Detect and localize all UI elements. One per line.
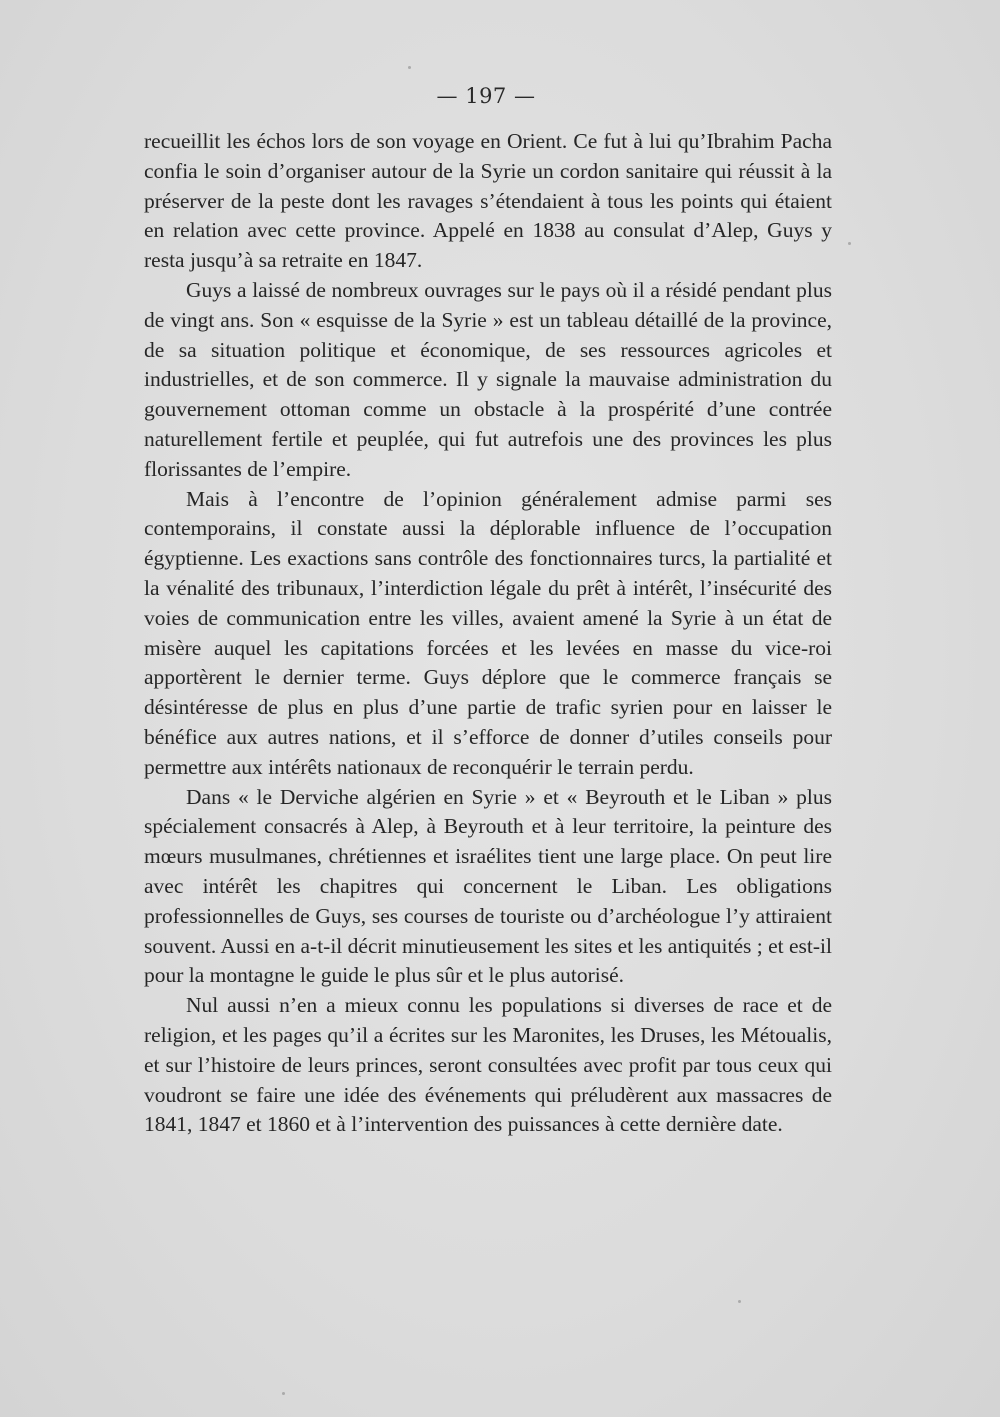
paper-speck — [738, 1300, 741, 1303]
paper-speck — [408, 66, 411, 69]
paragraph-2: Guys a laissé de nombreux ouvrages sur le pays où il a résidé pendant plus de vingt ans. Son « esquisse de la Syrie » est un tableau détaillé de la province, de sa situation politique et économique, de ses ressources agricoles et industrielles, et de son commerce. Il y signale la mauvaise administration du gouvernement ottoman comme un obstacle à la prospérité d’une contrée naturellement fertile et peuplée, qui fut autrefois une des provinces les plus florissantes de l’empire. — [144, 277, 832, 481]
paper-speck — [848, 242, 851, 245]
paragraph-4: Dans « le Derviche algérien en Syrie » et « Beyrouth et le Liban » plus spécialement consacrés à Alep, à Beyrouth et à leur territoire, la peinture des mœurs musulmanes, chrétiennes et israélites tient une large place. On peut lire avec intérêt les chapitres qui concernent le Liban. Les obligations professionnelles de Guys, ses courses de touriste ou d’archéologue l’y attiraient souvent. Aussi en a-t-il décrit minutieusement les sites et les antiquités ; et est-il pour la montagne le guide le plus sûr et le plus autorisé. — [144, 784, 832, 988]
page-number: — 197 — — [436, 84, 536, 108]
body-text — [144, 127, 832, 1140]
paragraph-5: Nul aussi n’en a mieux connu les populations si diverses de race et de religion, et les pages qu’il a écrites sur les Maronites, les Druses, les Métoualis, et sur l’histoire de leurs princes, seront consultées avec profit par tous ceux qui voudront se faire une idée des événements qui préludèrent aux massacres de 1841, 1847 et 1860 et à l’intervention des puissances à cette dernière date. — [144, 993, 832, 1137]
paper-speck — [282, 1392, 285, 1395]
paragraph-3: Mais à l’encontre de l’opinion généralement admise parmi ses contemporains, il constate aussi la déplorable influence de l’occupation égyptienne. Les exactions sans contrôle des fonctionnaires turcs, la partialité et la vénalité des tribunaux, l’interdiction légale du prêt à intérêt, l’insécurité des voies de communication entre les villes, avaient amené la Syrie à un état de misère auquel les capitations forcées et les levées en masse du vice-roi apportèrent le dernier terme. Guys déplore que le commerce français se désintéresse de plus en plus d’une partie de trafic syrien pour en laisser le bénéfice aux autres nations, et il s’efforce de donner d’utiles conseils pour permettre aux intérêts nationaux de reconquérir le terrain perdu. — [144, 486, 832, 779]
paragraph-1: recueillit les échos lors de son voyage en Orient. Ce fut à lui qu’Ibrahim Pacha confia le soin d’organiser autour de la Syrie un cordon sanitaire qui réussit à la préserver de la peste dont les ravages s’étendaient à tous les points qui étaient en relation avec cette province. Appelé en 1838 au consulat d’Alep, Guys y resta jusqu’à sa retraite en 1847. — [144, 129, 832, 273]
